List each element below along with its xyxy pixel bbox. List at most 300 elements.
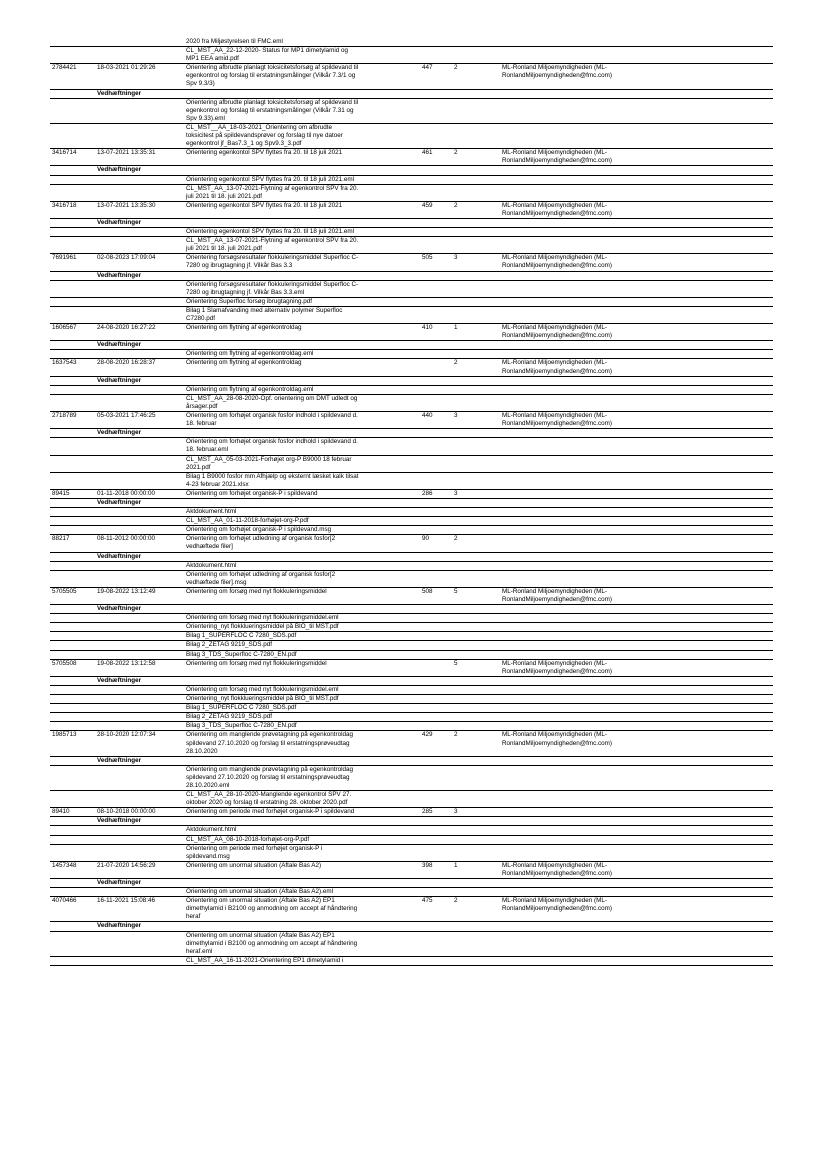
spacer bbox=[97, 350, 186, 358]
attachments-header-row bbox=[50, 499, 773, 508]
spacer bbox=[97, 713, 186, 721]
record-recipient: ML-Ronland Miljoemyndigheden (ML- RonlandMiljoemyndigheden@fmc.com) bbox=[502, 254, 612, 270]
record-count: 1 bbox=[454, 861, 458, 869]
record-count: 5 bbox=[454, 587, 458, 595]
spacer bbox=[50, 237, 97, 253]
spacer bbox=[50, 817, 97, 825]
spacer bbox=[50, 632, 97, 640]
record-count: 2 bbox=[454, 149, 458, 157]
spacer bbox=[97, 932, 186, 956]
attachment-row bbox=[50, 176, 773, 185]
attachment-filename: Orientering om forsøg med nyt flokkuleringsmiddel.eml bbox=[186, 685, 339, 693]
record-date: 16-11-2021 15:08:46 bbox=[97, 897, 156, 905]
attachment-row bbox=[50, 686, 773, 695]
record-recipient: ML-Ronland Miljoemyndigheden (ML- RonlandMiljoemyndigheden@fmc.com) bbox=[502, 861, 612, 877]
record-recipient: ML-Ronland Miljoemyndigheden (ML- RonlandMiljoemyndigheden@fmc.com) bbox=[502, 324, 612, 340]
record-count: 3 bbox=[454, 808, 458, 816]
attachment-filename: Bilag 1 Slamafvanding med alternativ polymer Superfloc C7280.pdf bbox=[186, 306, 343, 322]
attachment-row bbox=[50, 124, 773, 149]
attachments-header-row bbox=[50, 272, 773, 281]
spacer bbox=[50, 176, 97, 184]
record-number: 429 bbox=[422, 731, 433, 739]
record-id: 1637543 bbox=[52, 359, 77, 367]
attachments-header-row bbox=[50, 341, 773, 350]
record-title: Orientering afbrudte planlagt toksicitetsforsøg af spildevand til egenkontrol og forslag til erstatningsmålinger (Vilkår 7.3/1 og Spv 9.3/3) bbox=[186, 64, 359, 88]
spacer bbox=[50, 298, 97, 306]
attachment-row bbox=[50, 526, 773, 535]
attachment-filename: Orientering om forhøjet udledning af organisk fosfor[2 vedhæftede filer].msg bbox=[186, 570, 336, 586]
spacer bbox=[97, 686, 186, 694]
spacer bbox=[97, 237, 186, 253]
attachment-row bbox=[50, 99, 773, 124]
spacer bbox=[50, 713, 97, 721]
attachment-row bbox=[50, 713, 773, 722]
record-date: 08-10-2018 00:00:00 bbox=[97, 808, 156, 816]
attachment-row bbox=[50, 281, 773, 298]
attachment-filename: CL_MST_AA_13-07-2021-Flytning af egenkontrol SPV fra 20. juli 2021 til 18. juli 2021.pdf bbox=[186, 184, 359, 200]
record-title: Orientering om unormal situation (Aftale Bas A2) bbox=[186, 861, 322, 869]
record-date: 05-03-2021 17:46:25 bbox=[97, 412, 156, 420]
attachments-header-row bbox=[50, 90, 773, 99]
spacer bbox=[97, 641, 186, 649]
spacer bbox=[97, 614, 186, 622]
attachment-filename: Orientering om manglende prøvetagning på egenkontroldag spildevand 27.10.2020 og forslag til erstatningsprøveudtag 28.10.2020.eml bbox=[186, 765, 353, 789]
spacer bbox=[97, 517, 186, 525]
attachment-row bbox=[50, 632, 773, 641]
record-number: 410 bbox=[422, 324, 433, 332]
spacer bbox=[50, 932, 97, 956]
record-id: 2784421 bbox=[52, 64, 77, 72]
spacer bbox=[97, 704, 186, 712]
attachments-header-row bbox=[50, 922, 773, 931]
attachment-filename: Orientering forsøgsresultater flokkuleringsmiddel Superfloc C- 7280 og ibrugtagning jf. Vilkår Bas 3.3.eml bbox=[186, 280, 359, 296]
record-row bbox=[50, 202, 773, 219]
spacer bbox=[97, 307, 186, 323]
attachment-filename: Bilag 1_SUPERFLOC C 7280_SDS.pdf bbox=[186, 632, 297, 640]
spacer bbox=[50, 623, 97, 631]
record-row bbox=[50, 862, 773, 879]
spacer bbox=[50, 281, 97, 297]
spacer bbox=[97, 508, 186, 516]
record-date: 13-07-2021 13:35:31 bbox=[97, 149, 156, 157]
record-id: 89410 bbox=[52, 808, 70, 816]
attachment-filename: Orientering om flytning af egenkontroldag.eml bbox=[186, 350, 314, 358]
spacer bbox=[50, 99, 97, 123]
record-title: Orientering om manglende prøvetagning på egenkontroldag spildevand 27.10.2020 og forslag til erstatningsprøveudtag 28.10.2020 bbox=[186, 731, 353, 755]
record-recipient bbox=[502, 490, 672, 498]
attachment-row bbox=[50, 562, 773, 571]
attachment-filename: Orientering egenkontol SPV flyttes fra 20. til 18 juli 2021.eml bbox=[186, 175, 355, 183]
record-row bbox=[50, 149, 773, 166]
record-row bbox=[50, 897, 773, 922]
spacer bbox=[50, 605, 97, 613]
attachment-filename: Orientering om unormal situation (Aftale Bas A2).eml bbox=[186, 888, 333, 896]
attachment-filename: Orientering om flytning af egenkontroldag.eml bbox=[186, 385, 314, 393]
spacer bbox=[97, 791, 186, 807]
attachment-filename: CL_MST_AA_22-12-2020- Status for MP1 dimetylamid og MP1 EEA amid.pdf bbox=[186, 47, 349, 63]
attachment-filename: Orientering_nyt flokklueringsmiddel på BIO_til MST.pdf bbox=[186, 623, 339, 631]
attachment-row bbox=[50, 695, 773, 704]
spacer bbox=[97, 395, 186, 411]
attachment-filename: Orientering om forhøjet organisk-P i spildevand.msg bbox=[186, 526, 332, 534]
record-number: 505 bbox=[422, 254, 433, 262]
record-row bbox=[50, 535, 773, 552]
record-id: 1985713 bbox=[52, 731, 77, 739]
record-number: 459 bbox=[422, 201, 433, 209]
spacer bbox=[50, 517, 97, 525]
attachment-filename: Aktdokument.html bbox=[186, 508, 237, 516]
record-id: 3416718 bbox=[52, 201, 77, 209]
spacer bbox=[50, 553, 97, 561]
attachment-filename: Bilag 1 B9000 fosfor mm Afhjælp og eksternt læsket kalk tilsat 4-23 februar 2021.xlsx bbox=[186, 472, 359, 488]
spacer bbox=[97, 836, 186, 844]
attachment-row bbox=[50, 766, 773, 791]
attachment-filename: Bilag 2_ZETAG 9219_SDS.pdf bbox=[186, 641, 272, 649]
attachment-filename: Aktdokument.html bbox=[186, 561, 237, 569]
spacer bbox=[97, 386, 186, 394]
spacer bbox=[50, 228, 97, 236]
attachments-label: Vedhæftninger bbox=[97, 605, 142, 613]
attachment-filename: Bilag 3_TDS_Superfloc C-7280_EN.pdf bbox=[186, 722, 297, 730]
record-id: 3416714 bbox=[52, 149, 77, 157]
spacer bbox=[50, 766, 97, 790]
spacer bbox=[97, 957, 186, 965]
spacer bbox=[97, 456, 186, 472]
attachment-filename: Orientering om forsøg med nyt flokkuleringsmiddel.eml bbox=[186, 614, 339, 622]
spacer bbox=[50, 377, 97, 385]
spacer bbox=[50, 614, 97, 622]
attachments-header-row bbox=[50, 377, 773, 386]
record-count: 2 bbox=[454, 897, 458, 905]
attachments-header-row bbox=[50, 219, 773, 228]
record-date: 21-07-2020 14:56:29 bbox=[97, 861, 156, 869]
spacer bbox=[50, 704, 97, 712]
record-title: Orientering om flytning af egenkontroldag bbox=[186, 324, 302, 332]
record-title: Orientering egenkontol SPV flyttes fra 20. til 18 juli 2021 bbox=[186, 201, 343, 209]
spacer bbox=[97, 562, 186, 570]
attachments-header-row bbox=[50, 757, 773, 766]
spacer bbox=[50, 845, 97, 861]
spacer bbox=[97, 826, 186, 834]
record-row bbox=[50, 254, 773, 271]
spacer bbox=[50, 722, 97, 730]
record-number: 285 bbox=[422, 808, 433, 816]
record-count: 2 bbox=[454, 201, 458, 209]
spacer bbox=[50, 219, 97, 227]
spacer bbox=[97, 124, 186, 148]
spacer bbox=[50, 166, 97, 174]
attachment-filename: CL_MST_AA_28-10-2020-Manglende egenkontrol SPV 27. oktober 2020 og forslag til erstatning 28. oktober 2020.pdf bbox=[186, 791, 352, 807]
spacer bbox=[50, 695, 97, 703]
spacer bbox=[97, 473, 186, 489]
record-title: Orientering om forsøg med nyt flokkuleringsmiddel bbox=[186, 587, 327, 595]
record-date: 28-10-2020 12:07:34 bbox=[97, 731, 156, 739]
record-date: 08-11-2012 00:00:00 bbox=[97, 535, 156, 543]
record-number: 90 bbox=[422, 535, 430, 543]
spacer bbox=[50, 508, 97, 516]
spacer bbox=[50, 307, 97, 323]
record-date: 02-08-2023 17:09:04 bbox=[97, 254, 156, 262]
spacer bbox=[50, 879, 97, 887]
attachment-filename: Aktdokument.html bbox=[186, 826, 237, 834]
record-row bbox=[50, 660, 773, 677]
spacer bbox=[50, 888, 97, 896]
spacer bbox=[97, 623, 186, 631]
attachment-filename: Orientering om unormal situation (Aftale Bas A2) EP1 dimethylamid i B2100 og anmodning om accept af håndtering heraf.eml bbox=[186, 931, 358, 955]
attachment-row bbox=[50, 614, 773, 623]
record-count: 2 bbox=[454, 535, 458, 543]
spacer bbox=[50, 677, 97, 685]
spacer bbox=[97, 766, 186, 790]
attachment-row bbox=[50, 473, 773, 490]
attachment-row bbox=[50, 38, 773, 47]
record-number: 461 bbox=[422, 149, 433, 157]
attachments-label: Vedhæftninger bbox=[97, 879, 142, 886]
record-recipient: ML-Ronland Miljoemyndigheden (ML- RonlandMiljoemyndigheden@fmc.com) bbox=[502, 64, 612, 80]
attachments-label: Vedhæftninger bbox=[97, 376, 142, 384]
record-id: 5705505 bbox=[52, 587, 77, 595]
attachment-filename: Orientering om forhøjet organisk fosfor indhold i spildevand d. 18. februar.eml bbox=[186, 438, 358, 454]
attachment-row bbox=[50, 704, 773, 713]
attachments-label: Vedhæftninger bbox=[97, 166, 142, 174]
spacer bbox=[97, 888, 186, 896]
attachment-filename: CL_MST_AA_28-08-2020-Opf. orientering om DMT udledt og årsager.pdf bbox=[186, 394, 358, 410]
record-id: 4070466 bbox=[52, 897, 77, 905]
record-recipient bbox=[502, 808, 672, 816]
attachment-filename: Bilag 3_TDS_Superfloc C-7280_EN.pdf bbox=[186, 650, 297, 658]
spacer bbox=[50, 350, 97, 358]
record-count: 2 bbox=[454, 359, 458, 367]
attachments-label: Vedhæftninger bbox=[97, 341, 142, 349]
spacer bbox=[50, 47, 97, 63]
attachment-filename: Orientering Superfloc forsøg ibrugtagning.pdf bbox=[186, 297, 313, 305]
attachment-filename: Orientering_nyt flokklueringsmiddel på BIO_til MST.pdf bbox=[186, 695, 339, 703]
record-number: 286 bbox=[422, 489, 433, 497]
attachment-row bbox=[50, 350, 773, 359]
attachment-filename: Orientering afbrudte planlagt toksicitetsforsøg af spildevand til egenkontrol og forslag til erstatningsmålinger (Vilkår 7.31 og Spv 9.33).eml bbox=[186, 98, 359, 122]
record-number bbox=[422, 660, 454, 676]
attachment-filename: CL_MST_AA_08-10-2018-forhøjet-org-P.pdf bbox=[186, 835, 310, 843]
spacer bbox=[50, 185, 97, 201]
record-date: 19-08-2022 13:12:58 bbox=[97, 659, 156, 667]
attachment-row bbox=[50, 791, 773, 808]
attachment-row bbox=[50, 517, 773, 526]
spacer bbox=[50, 473, 97, 489]
attachment-filename: CL_MST_AA_01-11-2018-forhøjet-org-P.pdf bbox=[186, 517, 309, 525]
attachment-filename: Orientering om periode med forhøjet organisk-P i spildevand.msg bbox=[186, 844, 323, 860]
attachment-filename: 2020 fra Miljøstyrelsen til FMC.eml bbox=[186, 38, 283, 45]
attachments-label: Vedhæftninger bbox=[97, 498, 142, 506]
record-id: 2718789 bbox=[52, 412, 77, 420]
record-row bbox=[50, 490, 773, 499]
attachment-row bbox=[50, 826, 773, 835]
spacer bbox=[50, 526, 97, 534]
record-title: Orientering om flytning af egenkontroldag bbox=[186, 359, 302, 367]
record-number bbox=[422, 359, 454, 375]
spacer bbox=[97, 176, 186, 184]
record-count: 3 bbox=[454, 489, 458, 497]
attachment-row bbox=[50, 307, 773, 324]
spacer bbox=[97, 845, 186, 861]
spacer bbox=[50, 395, 97, 411]
record-title: Orientering om forhøjet organisk-P i spildevand bbox=[186, 489, 318, 497]
record-count: 5 bbox=[454, 659, 458, 667]
record-date: 24-08-2020 16:27:22 bbox=[97, 324, 156, 332]
attachments-label: Vedhæftninger bbox=[97, 817, 142, 825]
attachment-row bbox=[50, 228, 773, 237]
spacer bbox=[50, 272, 97, 280]
attachments-header-row bbox=[50, 817, 773, 826]
record-row bbox=[50, 359, 773, 376]
attachment-row bbox=[50, 641, 773, 650]
attachment-filename: Bilag 2_ZETAG 9219_SDS.pdf bbox=[186, 713, 272, 721]
attachments-label: Vedhæftninger bbox=[97, 552, 142, 560]
attachment-row bbox=[50, 932, 773, 957]
record-recipient: ML-Ronland Miljoemyndigheden (ML- RonlandMiljoemyndigheden@fmc.com) bbox=[502, 412, 612, 428]
record-title: Orientering om forhøjet udledning af organisk fosfor[2 vedhæftede filer] bbox=[186, 535, 336, 551]
attachment-row bbox=[50, 438, 773, 455]
record-recipient bbox=[502, 535, 672, 551]
attachments-header-row bbox=[50, 677, 773, 686]
attachment-row bbox=[50, 957, 773, 966]
attachment-filename: CL_MST__AA_18-03-2021_Orientering om afbrudte toksicitest på spildevandsprøver og forslag til nye datoer egenkontrol jf_Bas7.3_1 og Spv9.3_3.pdf bbox=[186, 123, 343, 148]
record-row bbox=[50, 64, 773, 89]
attachment-row bbox=[50, 571, 773, 588]
record-count: 3 bbox=[454, 254, 458, 262]
attachments-header-row bbox=[50, 429, 773, 438]
record-date: 28-08-2020 16:28:37 bbox=[97, 359, 156, 367]
record-date: 13-07-2021 13:35:30 bbox=[97, 201, 156, 209]
spacer bbox=[97, 632, 186, 640]
spacer bbox=[97, 38, 186, 46]
spacer bbox=[97, 298, 186, 306]
record-number: 447 bbox=[422, 64, 433, 72]
record-id: 88217 bbox=[52, 535, 70, 543]
spacer bbox=[97, 281, 186, 297]
attachment-row bbox=[50, 395, 773, 412]
spacer bbox=[97, 571, 186, 587]
record-number: 475 bbox=[422, 897, 433, 905]
attachment-row bbox=[50, 185, 773, 202]
spacer bbox=[50, 757, 97, 765]
spacer bbox=[50, 826, 97, 834]
spacer bbox=[50, 438, 97, 454]
attachment-filename: Bilag 1_SUPERFLOC C 7280_SDS.pdf bbox=[186, 704, 297, 712]
record-recipient: ML-Ronland Miljoemyndigheden (ML- RonlandMiljoemyndigheden@fmc.com) bbox=[502, 201, 612, 217]
record-count: 3 bbox=[454, 412, 458, 420]
record-title: Orientering om forhøjet organisk fosfor indhold i spildevand d. 18. februar bbox=[186, 412, 358, 428]
record-row bbox=[50, 324, 773, 341]
spacer bbox=[50, 922, 97, 930]
attachment-row bbox=[50, 298, 773, 307]
attachment-row bbox=[50, 508, 773, 517]
attachments-header-row bbox=[50, 879, 773, 888]
spacer bbox=[50, 429, 97, 437]
spacer bbox=[97, 695, 186, 703]
record-number: 398 bbox=[422, 861, 433, 869]
spacer bbox=[50, 90, 97, 98]
attachments-label: Vedhæftninger bbox=[97, 922, 142, 930]
spacer bbox=[50, 791, 97, 807]
attachments-label: Vedhæftninger bbox=[97, 271, 142, 279]
attachments-label: Vedhæftninger bbox=[97, 89, 142, 97]
attachments-label: Vedhæftninger bbox=[97, 756, 142, 764]
spacer bbox=[97, 651, 186, 659]
spacer bbox=[50, 499, 97, 507]
attachment-row bbox=[50, 456, 773, 473]
record-title: Orientering om periode med forhøjet organisk-P i spildevand bbox=[186, 808, 355, 816]
record-row bbox=[50, 588, 773, 605]
spacer bbox=[50, 836, 97, 844]
attachment-row bbox=[50, 845, 773, 862]
spacer bbox=[97, 722, 186, 730]
attachment-filename: Orientering egenkontol SPV flyttes fra 20. til 18 juli 2021.eml bbox=[186, 228, 355, 236]
record-id: 1457348 bbox=[52, 861, 77, 869]
attachments-header-row bbox=[50, 605, 773, 614]
attachments-header-row bbox=[50, 553, 773, 562]
record-title: Orientering om unormal situation (Aftale Bas A2) EP1 dimethylamid i B2100 og anmodning om accept af håndtering heraf bbox=[186, 897, 358, 921]
record-row bbox=[50, 731, 773, 756]
attachment-row bbox=[50, 888, 773, 897]
document-table bbox=[50, 38, 773, 966]
spacer bbox=[97, 438, 186, 454]
record-count: 2 bbox=[454, 64, 458, 72]
spacer bbox=[97, 185, 186, 201]
record-recipient: ML-Ronland Miljoemyndigheden (ML- RonlandMiljoemyndigheden@fmc.com) bbox=[502, 659, 612, 675]
record-count: 1 bbox=[454, 324, 458, 332]
record-recipient: ML-Ronland Miljoemyndigheden (ML- RonlandMiljoemyndigheden@fmc.com) bbox=[502, 897, 612, 913]
spacer bbox=[50, 456, 97, 472]
spacer bbox=[97, 99, 186, 123]
record-number: 508 bbox=[422, 587, 433, 595]
attachment-row bbox=[50, 237, 773, 254]
spacer bbox=[50, 957, 97, 965]
record-id: 89415 bbox=[52, 489, 70, 497]
spacer bbox=[50, 38, 97, 46]
spacer bbox=[97, 526, 186, 534]
spacer bbox=[50, 562, 97, 570]
record-row bbox=[50, 412, 773, 429]
record-title: Orientering om forsøg med nyt flokkuleringsmiddel bbox=[186, 659, 327, 667]
record-recipient: ML-Ronland Miljoemyndigheden (ML- RonlandMiljoemyndigheden@fmc.com) bbox=[502, 149, 612, 165]
record-recipient: ML-Ronland Miljoemyndigheden (ML- RonlandMiljoemyndigheden@fmc.com) bbox=[502, 359, 612, 375]
spacer bbox=[97, 228, 186, 236]
record-title: Orientering forsøgsresultater flokkuleringsmiddel Superfloc C- 7280 og ibrugtagning jf. Vilkår Bas 3.3 bbox=[186, 254, 359, 270]
spacer bbox=[50, 641, 97, 649]
record-id: 7691961 bbox=[52, 254, 77, 262]
record-count: 2 bbox=[454, 731, 458, 739]
attachment-filename: CL_MST_AA_16-11-2021-Orientering EP1 dimetylamid i bbox=[186, 956, 344, 964]
record-date: 19-08-2022 13:12:49 bbox=[97, 587, 156, 595]
attachment-row bbox=[50, 47, 773, 64]
spacer bbox=[50, 124, 97, 148]
spacer bbox=[50, 651, 97, 659]
attachment-row bbox=[50, 722, 773, 731]
record-id: 5705508 bbox=[52, 659, 77, 667]
attachments-label: Vedhæftninger bbox=[97, 429, 142, 437]
attachment-row bbox=[50, 651, 773, 660]
record-row bbox=[50, 808, 773, 817]
attachments-label: Vedhæftninger bbox=[97, 676, 142, 684]
record-recipient: ML-Ronland Miljoemyndigheden (ML- RonlandMiljoemyndigheden@fmc.com) bbox=[502, 587, 612, 603]
spacer bbox=[50, 386, 97, 394]
record-date: 18-03-2021 01:29:26 bbox=[97, 64, 156, 72]
spacer bbox=[50, 571, 97, 587]
attachment-row bbox=[50, 836, 773, 845]
record-recipient: ML-Ronland Miljoemyndigheden (ML- RonlandMiljoemyndigheden@fmc.com) bbox=[502, 731, 612, 747]
record-id: 1606567 bbox=[52, 324, 77, 332]
attachment-row bbox=[50, 386, 773, 395]
